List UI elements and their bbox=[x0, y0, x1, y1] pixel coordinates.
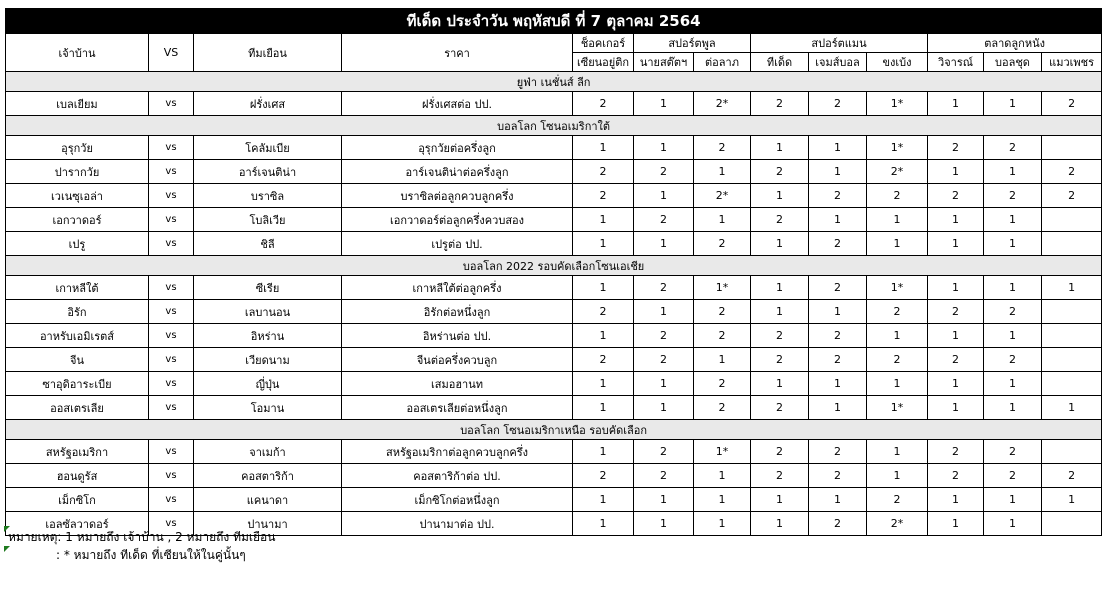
header-group-talad: ตลาดลูกหนัง bbox=[928, 34, 1102, 53]
tip-cell: 1 bbox=[751, 232, 809, 256]
tip-cell: 2 bbox=[751, 348, 809, 372]
section-title: บอลโลก โซนอเมริกาใต้ bbox=[6, 116, 1102, 136]
away-team: ปานามา bbox=[194, 512, 342, 536]
vs-label: vs bbox=[149, 440, 194, 464]
away-team: จาเมก้า bbox=[194, 440, 342, 464]
vs-label: vs bbox=[149, 372, 194, 396]
section-row bbox=[6, 72, 1102, 92]
header-group-sportman: สปอร์ตแมน bbox=[751, 34, 928, 53]
vs-label: vs bbox=[149, 184, 194, 208]
price: ปานามาต่อ ปป. bbox=[342, 512, 573, 536]
away-team: โอมาน bbox=[194, 396, 342, 420]
header-tipster: นายสต๊ตฯ bbox=[634, 53, 694, 72]
away-team: เลบานอน bbox=[194, 300, 342, 324]
tip-cell: 2 bbox=[809, 276, 867, 300]
vs-label: vs bbox=[149, 396, 194, 420]
vs-label: vs bbox=[149, 512, 194, 536]
tip-cell: 2 bbox=[751, 324, 809, 348]
tip-cell: 1 bbox=[634, 512, 694, 536]
home-team: อาหรับเอมิเรตส์ bbox=[6, 324, 149, 348]
table-row bbox=[6, 208, 1102, 232]
tip-cell: 1 bbox=[928, 208, 984, 232]
tip-cell: 2 bbox=[928, 300, 984, 324]
tip-cell: 1 bbox=[928, 92, 984, 116]
tip-cell: 1* bbox=[694, 440, 751, 464]
tip-cell: 2 bbox=[867, 184, 928, 208]
table-row bbox=[6, 488, 1102, 512]
tip-cell: 1 bbox=[867, 464, 928, 488]
away-team: แคนาดา bbox=[194, 488, 342, 512]
header-tipster: เซียนอยู่ติก bbox=[573, 53, 634, 72]
vs-label: vs bbox=[149, 92, 194, 116]
tip-cell: 2* bbox=[694, 184, 751, 208]
vs-label: vs bbox=[149, 160, 194, 184]
tip-cell: 2 bbox=[984, 348, 1042, 372]
tip-cell: 2 bbox=[984, 136, 1042, 160]
price: ฝรั่งเศสต่อ ปป. bbox=[342, 92, 573, 116]
away-team: โคลัมเบีย bbox=[194, 136, 342, 160]
tip-cell: 2 bbox=[809, 512, 867, 536]
section-title: บอลโลก โซนอเมริกาเหนือ รอบคัดเลือก bbox=[6, 420, 1102, 440]
away-team: ซีเรีย bbox=[194, 276, 342, 300]
table-row bbox=[6, 300, 1102, 324]
tip-cell: 2 bbox=[573, 92, 634, 116]
notes bbox=[8, 528, 275, 564]
tip-cell: 2 bbox=[984, 440, 1042, 464]
price: อุรุกวัยต่อครึ่งลูก bbox=[342, 136, 573, 160]
tip-cell: 1 bbox=[1042, 488, 1102, 512]
tip-cell: 2 bbox=[984, 184, 1042, 208]
header-tipster: ขงเบ้ง bbox=[867, 53, 928, 72]
tip-cell: 2 bbox=[694, 300, 751, 324]
tip-cell: 2 bbox=[751, 440, 809, 464]
tip-cell: 1 bbox=[694, 160, 751, 184]
tip-cell bbox=[1042, 372, 1102, 396]
table-row bbox=[6, 372, 1102, 396]
tip-cell bbox=[1042, 348, 1102, 372]
header-tipster: เจมส์บอล bbox=[809, 53, 867, 72]
vs-label: vs bbox=[149, 348, 194, 372]
tip-cell: 2 bbox=[809, 232, 867, 256]
tip-cell: 1 bbox=[1042, 276, 1102, 300]
tip-cell: 2 bbox=[694, 372, 751, 396]
tip-cell: 2 bbox=[694, 324, 751, 348]
tip-cell: 1 bbox=[573, 488, 634, 512]
price: จีนต่อครึ่งควบลูก bbox=[342, 348, 573, 372]
tip-cell: 2 bbox=[751, 160, 809, 184]
tip-cell: 2 bbox=[809, 464, 867, 488]
header-tipster: วิจารณ์ bbox=[928, 53, 984, 72]
tip-cell: 1 bbox=[867, 232, 928, 256]
table-row bbox=[6, 276, 1102, 300]
tip-cell: 1 bbox=[751, 512, 809, 536]
home-team: ฮอนดูรัส bbox=[6, 464, 149, 488]
tip-cell: 1 bbox=[984, 324, 1042, 348]
home-team: ปารากวัย bbox=[6, 160, 149, 184]
away-team: บราซิล bbox=[194, 184, 342, 208]
home-team: เม็กซิโก bbox=[6, 488, 149, 512]
vs-label: vs bbox=[149, 324, 194, 348]
price: ออสเตรเลียต่อหนึ่งลูก bbox=[342, 396, 573, 420]
header-price: ราคา bbox=[342, 34, 573, 72]
table-row bbox=[6, 92, 1102, 116]
vs-label: vs bbox=[149, 208, 194, 232]
tip-cell: 2 bbox=[694, 232, 751, 256]
tip-cell: 1 bbox=[573, 324, 634, 348]
tip-cell: 1 bbox=[751, 276, 809, 300]
tip-cell: 1 bbox=[634, 488, 694, 512]
tip-cell: 1 bbox=[573, 208, 634, 232]
tip-cell: 1 bbox=[751, 372, 809, 396]
tip-cell: 2 bbox=[573, 300, 634, 324]
tip-cell: 1 bbox=[809, 208, 867, 232]
tip-cell: 2 bbox=[634, 464, 694, 488]
header-tipster: บอลชุด bbox=[984, 53, 1042, 72]
tip-cell: 1 bbox=[928, 396, 984, 420]
tip-cell: 1 bbox=[751, 488, 809, 512]
tip-cell: 2 bbox=[573, 160, 634, 184]
tip-cell: 1* bbox=[694, 276, 751, 300]
vs-label: vs bbox=[149, 276, 194, 300]
tip-cell: 2 bbox=[1042, 160, 1102, 184]
tip-cell: 2 bbox=[928, 464, 984, 488]
away-team: ชิลี bbox=[194, 232, 342, 256]
home-team: เอกวาดอร์ bbox=[6, 208, 149, 232]
tip-cell: 2 bbox=[634, 276, 694, 300]
page-title: ทีเด็ด ประจำวัน พฤหัสบดี ที่ 7 ตุลาคม 2564 bbox=[6, 9, 1102, 34]
tip-cell: 2 bbox=[809, 348, 867, 372]
header-group-sportpool: สปอร์ตพูล bbox=[634, 34, 751, 53]
tip-cell: 2 bbox=[984, 300, 1042, 324]
tip-cell bbox=[1042, 324, 1102, 348]
tip-cell: 2 bbox=[1042, 464, 1102, 488]
tip-cell: 2 bbox=[634, 348, 694, 372]
note-line: หมายเหตุ: 1 หมายถึง เจ้าบ้าน , 2 หมายถึง ทีมเยือน bbox=[8, 530, 276, 544]
tip-cell: 2 bbox=[751, 208, 809, 232]
tip-cell: 2 bbox=[694, 396, 751, 420]
tip-cell bbox=[1042, 136, 1102, 160]
away-team: ญี่ปุ่น bbox=[194, 372, 342, 396]
price: อาร์เจนติน่าต่อครึ่งลูก bbox=[342, 160, 573, 184]
price: บราซิลต่อลูกควบลูกครึ่ง bbox=[342, 184, 573, 208]
tip-cell bbox=[1042, 232, 1102, 256]
tip-cell: 1 bbox=[634, 184, 694, 208]
header-away: ทีมเยือน bbox=[194, 34, 342, 72]
tip-cell: 1 bbox=[694, 512, 751, 536]
tip-cell: 1 bbox=[867, 324, 928, 348]
tip-cell: 1 bbox=[634, 136, 694, 160]
tip-cell bbox=[1042, 208, 1102, 232]
tip-cell: 2 bbox=[928, 136, 984, 160]
home-team: ออสเตรเลีย bbox=[6, 396, 149, 420]
tip-cell: 1 bbox=[694, 488, 751, 512]
section-title: บอลโลก 2022 รอบคัดเลือกโซนเอเชีย bbox=[6, 256, 1102, 276]
note-line: : * หมายถึง ทีเด็ด ที่เซียนให้ในคู่นั้นๆ bbox=[56, 548, 246, 562]
away-team: อิหร่าน bbox=[194, 324, 342, 348]
tip-cell: 1 bbox=[1042, 396, 1102, 420]
home-team: เอลซัลวาดอร์ bbox=[6, 512, 149, 536]
tip-cell: 1 bbox=[573, 136, 634, 160]
tips-body bbox=[6, 72, 1102, 536]
tip-cell: 1 bbox=[984, 512, 1042, 536]
tip-cell: 1 bbox=[928, 488, 984, 512]
tip-cell: 2 bbox=[751, 92, 809, 116]
price: เปรูต่อ ปป. bbox=[342, 232, 573, 256]
tip-cell: 1 bbox=[928, 372, 984, 396]
section-row bbox=[6, 116, 1102, 136]
tip-cell: 2 bbox=[573, 464, 634, 488]
tip-cell: 1 bbox=[984, 396, 1042, 420]
price: เสมอฮานท bbox=[342, 372, 573, 396]
tip-cell: 1 bbox=[751, 136, 809, 160]
vs-label: vs bbox=[149, 232, 194, 256]
table-row bbox=[6, 440, 1102, 464]
tip-cell: 2* bbox=[867, 512, 928, 536]
header-tipster: แมวเพชร bbox=[1042, 53, 1102, 72]
home-team: เปรู bbox=[6, 232, 149, 256]
tip-cell: 1 bbox=[694, 348, 751, 372]
table-row bbox=[6, 136, 1102, 160]
table-row bbox=[6, 324, 1102, 348]
away-team: อาร์เจนติน่า bbox=[194, 160, 342, 184]
tip-cell: 1 bbox=[984, 276, 1042, 300]
tip-cell: 2 bbox=[751, 464, 809, 488]
section-title: ยูฟ่า เนชั่นส์ ลีก bbox=[6, 72, 1102, 92]
header-tipster: ทีเด็ด bbox=[751, 53, 809, 72]
tip-cell: 2 bbox=[573, 184, 634, 208]
tip-cell: 1* bbox=[867, 396, 928, 420]
tip-cell: 1 bbox=[634, 232, 694, 256]
away-team: ฝรั่งเศส bbox=[194, 92, 342, 116]
tip-cell bbox=[1042, 512, 1102, 536]
vs-label: vs bbox=[149, 136, 194, 160]
header-group-shocker: ช็อคเกอร์ bbox=[573, 34, 634, 53]
tip-cell: 1 bbox=[573, 440, 634, 464]
tip-cell: 2 bbox=[809, 184, 867, 208]
tip-cell: 1 bbox=[809, 396, 867, 420]
header-tipster: ต่อลาภ bbox=[694, 53, 751, 72]
tip-cell: 2 bbox=[867, 300, 928, 324]
tip-cell: 1* bbox=[867, 92, 928, 116]
tip-cell: 1 bbox=[634, 396, 694, 420]
tip-cell: 1 bbox=[634, 372, 694, 396]
tip-cell bbox=[1042, 440, 1102, 464]
tip-cell: 1 bbox=[928, 512, 984, 536]
tip-cell: 1 bbox=[573, 512, 634, 536]
tip-cell: 2 bbox=[751, 396, 809, 420]
tip-cell: 2 bbox=[809, 440, 867, 464]
tip-cell: 2 bbox=[1042, 184, 1102, 208]
tip-cell: 2 bbox=[928, 440, 984, 464]
home-team: เกาหลีใต้ bbox=[6, 276, 149, 300]
tips-sheet bbox=[5, 8, 1101, 536]
tip-cell: 1 bbox=[809, 300, 867, 324]
price: เม็กซิโกต่อหนึ่งลูก bbox=[342, 488, 573, 512]
tip-cell: 2 bbox=[1042, 92, 1102, 116]
tip-cell: 1 bbox=[928, 324, 984, 348]
table-row bbox=[6, 184, 1102, 208]
header-home: เจ้าบ้าน bbox=[6, 34, 149, 72]
tip-cell: 1 bbox=[573, 232, 634, 256]
vs-label: vs bbox=[149, 488, 194, 512]
home-team: สหรัฐอเมริกา bbox=[6, 440, 149, 464]
tip-cell: 1 bbox=[694, 464, 751, 488]
tip-cell: 1 bbox=[928, 276, 984, 300]
home-team: เวเนซุเอล่า bbox=[6, 184, 149, 208]
price: เอกวาดอร์ต่อลูกครึ่งควบสอง bbox=[342, 208, 573, 232]
tip-cell: 1 bbox=[984, 232, 1042, 256]
header-vs: VS bbox=[149, 34, 194, 72]
table-row bbox=[6, 160, 1102, 184]
tip-cell: 2 bbox=[573, 348, 634, 372]
tip-cell: 2* bbox=[867, 160, 928, 184]
price: เกาหลีใต้ต่อลูกครึ่ง bbox=[342, 276, 573, 300]
table-row bbox=[6, 232, 1102, 256]
away-team: เวียดนาม bbox=[194, 348, 342, 372]
tip-cell: 1 bbox=[928, 160, 984, 184]
price: อิหร่านต่อ ปป. bbox=[342, 324, 573, 348]
tip-cell bbox=[1042, 300, 1102, 324]
vs-label: vs bbox=[149, 300, 194, 324]
away-team: คอสตาริก้า bbox=[194, 464, 342, 488]
table-row bbox=[6, 396, 1102, 420]
price: อิรักต่อหนึ่งลูก bbox=[342, 300, 573, 324]
tip-cell: 2 bbox=[694, 136, 751, 160]
tip-cell: 1 bbox=[809, 372, 867, 396]
home-team: อุรุกวัย bbox=[6, 136, 149, 160]
tip-cell: 2 bbox=[867, 488, 928, 512]
price: คอสตาริก้าต่อ ปป. bbox=[342, 464, 573, 488]
tip-cell: 1 bbox=[751, 184, 809, 208]
table-row bbox=[6, 348, 1102, 372]
tip-cell: 1 bbox=[984, 488, 1042, 512]
price: สหรัฐอเมริกาต่อลูกควบลูกครึ่ง bbox=[342, 440, 573, 464]
table-row bbox=[6, 464, 1102, 488]
tip-cell: 1 bbox=[634, 92, 694, 116]
tip-cell: 1 bbox=[694, 208, 751, 232]
section-row bbox=[6, 420, 1102, 440]
tip-cell: 1 bbox=[809, 488, 867, 512]
tip-cell: 2* bbox=[694, 92, 751, 116]
vs-label: vs bbox=[149, 464, 194, 488]
home-team: อิรัก bbox=[6, 300, 149, 324]
tip-cell: 2 bbox=[634, 440, 694, 464]
tip-cell: 2 bbox=[928, 348, 984, 372]
tip-cell: 2 bbox=[634, 160, 694, 184]
tip-cell: 1 bbox=[573, 276, 634, 300]
tip-cell: 2 bbox=[809, 92, 867, 116]
tip-cell: 1 bbox=[573, 372, 634, 396]
tip-cell: 2 bbox=[928, 184, 984, 208]
tip-cell: 1 bbox=[867, 208, 928, 232]
away-team: โบลิเวีย bbox=[194, 208, 342, 232]
tip-cell: 1* bbox=[867, 136, 928, 160]
tips-table bbox=[5, 8, 1102, 536]
section-row bbox=[6, 256, 1102, 276]
tip-cell: 1 bbox=[984, 208, 1042, 232]
tip-cell: 1* bbox=[867, 276, 928, 300]
tip-cell: 1 bbox=[928, 232, 984, 256]
home-team: จีน bbox=[6, 348, 149, 372]
tip-cell: 1 bbox=[984, 92, 1042, 116]
tip-cell: 1 bbox=[984, 372, 1042, 396]
tip-cell: 1 bbox=[809, 160, 867, 184]
home-team: ซาอุดิอาระเบีย bbox=[6, 372, 149, 396]
tip-cell: 1 bbox=[751, 300, 809, 324]
tip-cell: 1 bbox=[867, 372, 928, 396]
tip-cell: 1 bbox=[809, 136, 867, 160]
tip-cell: 2 bbox=[809, 324, 867, 348]
tip-cell: 2 bbox=[984, 464, 1042, 488]
tip-cell: 1 bbox=[984, 160, 1042, 184]
tip-cell: 2 bbox=[634, 208, 694, 232]
tip-cell: 2 bbox=[634, 324, 694, 348]
tip-cell: 2 bbox=[867, 348, 928, 372]
tip-cell: 1 bbox=[867, 440, 928, 464]
home-team: เบลเยียม bbox=[6, 92, 149, 116]
tip-cell: 1 bbox=[634, 300, 694, 324]
tip-cell: 1 bbox=[573, 396, 634, 420]
